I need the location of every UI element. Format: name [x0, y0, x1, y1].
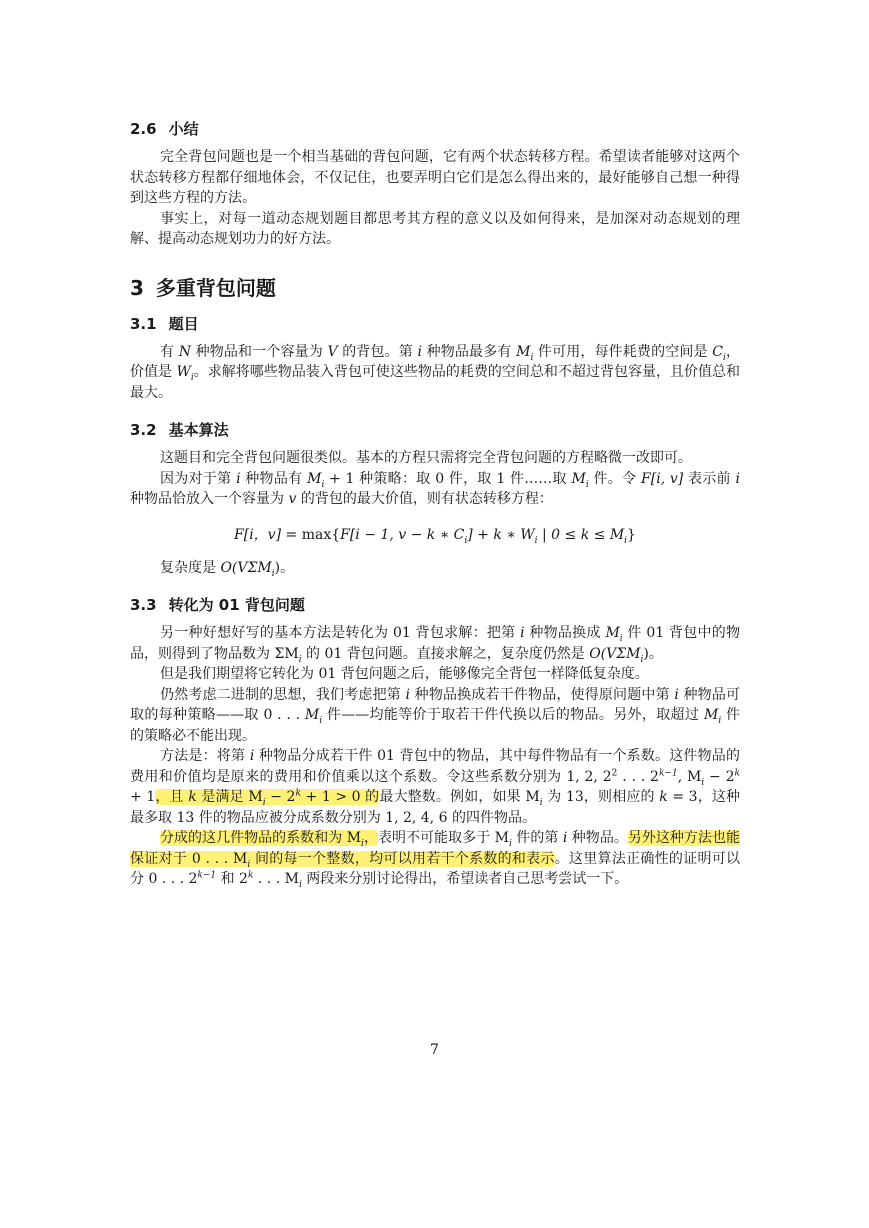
section-heading-3-2 — [130, 419, 740, 440]
paragraph: 但是我们期望将它转化为 01 背包问题之后，能够像完全背包一样降低复杂度。 — [160, 666, 649, 682]
paragraph: 方法是：将第 i 种物品分成若干件 01 背包中的物品，其中每件物品有一个系数。这件物品的费用和价值均是原来的费用和价值乘以这个系数。令这些系数分别为 1, 2, $2^2$ . . . $2^{k-1}$, $M_i - 2^k + 1$，且 k 是满足 $M_i - 2^k + 1 > 0$ 的最大整数。例如，如果 $M_i$ 为 13，则相应的 k = 3，这种最多取 13 件的物品应被分成系数分别为 1, 2, 4, 6 的四件物品。 — [130, 748, 741, 826]
highlight: 另外这种方法也能保证对于 0 . . . $M_i$ 间的每一个整数，均可以用若干个系数的和表示 — [130, 830, 740, 870]
highlight: ，且 k 是满足 $M_i - 2^k + 1 > 0$ 的 — [155, 788, 380, 808]
section-heading-2-6 — [130, 118, 740, 139]
paragraph: 因为对于第 i 种物品有 $M_i + 1$ 种策略：取 0 件，取 1 件……取 $M_i$ 件。令 F[i, v] 表示前 i 种物品恰放入一个容量为 v 的背包的最大价值，则有状态转移方程： — [130, 470, 740, 507]
section-heading-3 — [130, 272, 740, 301]
page-number: 7 — [430, 1042, 439, 1058]
paragraph: 这题目和完全背包问题很类似。基本的方程只需将完全背包问题的方程略微一改即可。 — [160, 450, 692, 466]
section-title: 小结 — [168, 120, 199, 138]
section-number: 3.2 — [130, 421, 157, 439]
section-heading-3-1 — [130, 313, 740, 334]
section-number: 3.1 — [130, 314, 157, 333]
section-heading-3-3 — [130, 594, 740, 615]
section-title: 多重背包问题 — [155, 275, 276, 300]
section-number: 3 — [130, 275, 144, 300]
paragraph: 事实上，对每一道动态规划题目都思考其方程的意义以及如何得来，是加深对动态规划的理解、提高动态规划功力的好方法。 — [130, 210, 740, 247]
paragraph: 完全背包问题也是一个相当基础的背包问题，它有两个状态转移方程。希望读者能够对这两个状态转移方程都仔细地体会，不仅记住，也要弄明白它们是怎么得出来的，最好能够自己想一种得到这些方程的方法。 — [130, 149, 740, 206]
section-number: 2.6 — [130, 120, 157, 138]
equation: F[i，v] = max{F[i − 1, v − k ∗ $C_i] + k$ ∗ $W_i$ | $0 \le k \le M_i$} — [234, 526, 636, 546]
section-title: 题目 — [168, 314, 199, 333]
highlight: 分成的这几件物品的系数和为 $M_i$， — [160, 830, 378, 849]
section-number: 3.3 — [130, 596, 157, 614]
section-title: 基本算法 — [168, 421, 229, 439]
paragraph: 有 N 种物品和一个容量为 V 的背包。第 i 种物品最多有 $M_i$ 件可用，每件耗费的空间是 $C_i$，价值是 $W_i$。求解将哪些物品装入背包可使这些物品的耗费的空间总和不超过背包容量，且价值总和最大。 — [130, 343, 741, 401]
page-content — [130, 118, 740, 890]
paragraph: 分成的这几件物品的系数和为 $M_i$，表明不可能取多于 $M_i$ 件的第 i 种物品。另外这种方法也能保证对于 0 . . . $M_i$ 间的每一个整数，均可以用若干个系数的和表示。这里算法正确性的证明可以分 0 . . . $2^{k-1}$ 和 2$^k$ . . . $M_i$ 两段来分别讨论得出，希望读者自己思考尝试一下。 — [130, 830, 741, 890]
section-title: 转化为 01 背包问题 — [168, 596, 305, 614]
paragraph: 复杂度是 $O(V\Sigma M_i)$。 — [160, 559, 295, 579]
paragraph: 另一种好想好写的基本方法是转化为 01 背包求解：把第 i 种物品换成 $M_i$ 件 01 背包中的物品，则得到了物品数为 $\Sigma M_i$ 的 01 背包问题。直接求解之，复杂度仍然是 $O(V\Sigma M_i)$。 — [130, 625, 741, 665]
paragraph: 仍然考虑二进制的思想，我们考虑把第 i 种物品换成若干件物品，使得原问题中第 i 种物品可取的每种策略——取 0 . . . $M_i$ 件——均能等价于取若干件代换以后的物品。另外，取超过 $M_i$ 件的策略必不能出现。 — [130, 686, 741, 744]
